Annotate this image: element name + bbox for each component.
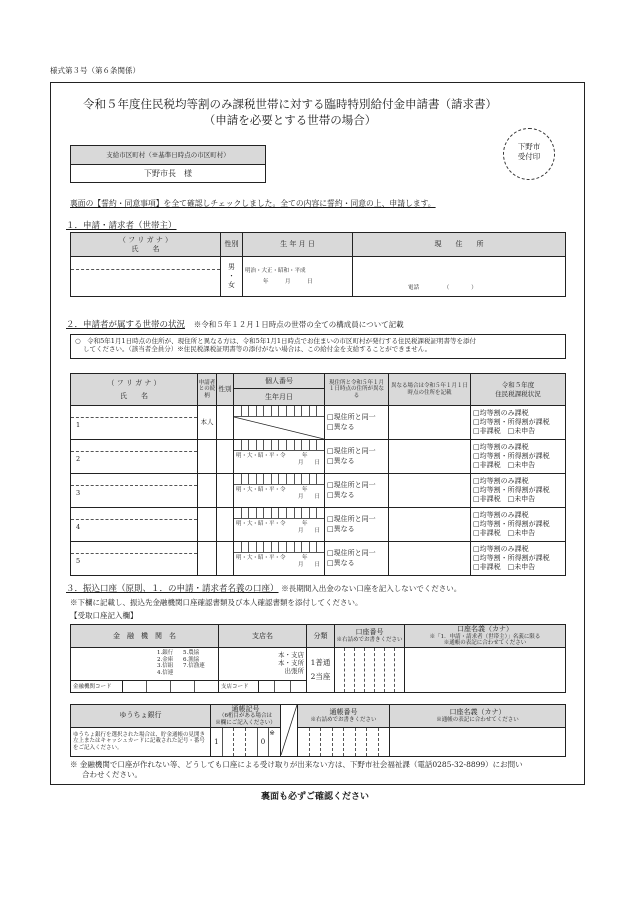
household-gender-header: 性別 xyxy=(217,374,234,406)
household-name-field[interactable]: 5 xyxy=(71,542,198,576)
applicant-dob-header: 生 年 月 日 xyxy=(243,233,353,257)
household-address-diff-field[interactable] xyxy=(389,542,471,576)
municipality-box xyxy=(70,145,266,183)
household-table xyxy=(70,373,566,576)
household-name-header: （ フ リ ガ ナ ） 氏 名 xyxy=(71,374,198,406)
household-relation-header: 申請者との続柄 xyxy=(198,374,217,406)
household-tax-field[interactable]: □均等割のみ課税 □均等割・所得割が課税 □非課税 □未申告 xyxy=(471,440,566,474)
household-mynumber-field[interactable]: 明・大・昭・平・令 年 月 日 xyxy=(234,508,325,542)
household-gender-field[interactable] xyxy=(217,508,234,542)
household-row xyxy=(71,508,566,542)
bank-table xyxy=(70,624,566,693)
reception-stamp xyxy=(503,128,555,180)
applicant-name-header: （ フ リ ガ ナ ） 氏 名 xyxy=(71,233,221,257)
yucho-table xyxy=(70,704,566,757)
household-row xyxy=(71,440,566,474)
account-holder-header: 口座名義（カナ） ※「1．申請・請求者（世帯主）」名義に限る ※通帳の表記に合わせてください xyxy=(405,625,566,648)
household-address-same-field[interactable]: □現住所と同一 □異なる xyxy=(325,542,389,576)
household-mynumber-field[interactable] xyxy=(234,406,325,440)
applicant-dob-field[interactable]: 明治・大正・昭和・平成 年 月 日 xyxy=(243,257,353,297)
household-relation-field: 本人 xyxy=(198,406,217,440)
branch-types: 本・支店 本・支所 出張所 xyxy=(278,650,304,676)
branch-name-header: 支店名 xyxy=(219,625,307,648)
account-entry-label: 【受取口座記入欄】 xyxy=(70,611,138,620)
household-relation-field[interactable] xyxy=(198,474,217,508)
stamp-line2: 受付印 xyxy=(517,151,541,161)
back-notice: 裏面も必ずご確認ください xyxy=(260,792,369,802)
household-gender-field[interactable] xyxy=(217,406,234,440)
account-holder-field[interactable] xyxy=(405,647,566,692)
footer-note: ※ 金融機関で口座が作れない等、どうしても口座による受け取りが出来ない方は、下野市社会福祉課（電話0285-32-8899）にお問い 合わせください。 xyxy=(70,760,523,779)
passbook-number-header: 通帳番号 ※右詰めでお書きください xyxy=(298,705,390,728)
page-subtitle: （申請を必要とする世帯の場合） xyxy=(203,113,377,127)
passbook-symbol-header: 通帳記号 （6桁目がある場合は ※欄にご記入ください） xyxy=(211,705,281,728)
bank-name-field[interactable] xyxy=(71,647,219,692)
household-mynumber-field[interactable]: 明・大・昭・平・令 年 月 日 xyxy=(234,474,325,508)
passbook-symbol-field[interactable]: 1 0 ※ xyxy=(211,727,281,756)
section3-heading: ３．振込口座（原則、１．の申請・請求者名義の口座） ※長期間入出金のない口座を記入しないでください。 xyxy=(66,584,462,594)
household-mynumber-field[interactable]: 明・大・昭・平・令 年 月 日 xyxy=(234,440,325,474)
applicant-address-header: 現 住 所 xyxy=(353,233,566,257)
applicant-name-field[interactable] xyxy=(71,257,221,297)
yucho-holder-header: 口座名義（カナ） ※通帳の表記に合わせてください xyxy=(390,705,566,728)
household-address-same-field[interactable]: □現住所と同一 □異なる xyxy=(325,474,389,508)
category-header: 分類 xyxy=(307,625,335,648)
household-tax-field[interactable]: □均等割のみ課税 □均等割・所得割が課税 □非課税 □未申告 xyxy=(471,474,566,508)
household-address-diff-field[interactable] xyxy=(389,508,471,542)
consent-text: 裏面の【誓約・同意事項】を全て確認しチェックしました。全ての内容に誓約・同意の上、申請します。 xyxy=(70,199,436,208)
household-address-same-field[interactable]: □現住所と同一 □異なる xyxy=(325,440,389,474)
section2-notice: ○ 令和5年1月1日時点の住所が、現住所と異なる方は、令和5年1月1日時点でお住まいの市区町村が発行する住民税課税証明書等を添付 してください。（該当者全員分）※住民税課税証明書等の添付がない場合は、この給付金を支給することができません。 xyxy=(70,334,566,359)
section2-heading: ２．申請者が属する世帯の状況 ※令和５年１２月１日時点の世帯の全ての構成員について記載 xyxy=(66,320,404,330)
household-name-field[interactable]: 1 xyxy=(71,406,198,440)
household-row xyxy=(71,406,566,440)
household-address-diff-field[interactable] xyxy=(389,474,471,508)
household-row xyxy=(71,474,566,508)
household-relation-field[interactable] xyxy=(198,440,217,474)
household-address-diff-field[interactable] xyxy=(389,440,471,474)
applicant-gender-header: 性別 xyxy=(221,233,243,257)
yucho-separator xyxy=(281,705,298,757)
diagonal-line-icon xyxy=(234,417,324,439)
household-name-field[interactable]: 3 xyxy=(71,474,198,508)
bank-code-row: 金融機関コード xyxy=(71,680,218,692)
branch-code-row: 支店コード xyxy=(219,680,306,692)
household-mynumber-header: 個人番号 生年月日 xyxy=(234,374,325,406)
branch-name-field[interactable] xyxy=(219,647,307,692)
passbook-number-field[interactable] xyxy=(298,727,390,756)
household-tax-field[interactable]: □均等割のみ課税 □均等割・所得割が課税 □非課税 □未申告 xyxy=(471,406,566,440)
household-address-diff-header: 異なる場合は令和５年１月１日時点の住所を記載 xyxy=(389,374,471,406)
household-address-same-field[interactable]: □現住所と同一 □異なる xyxy=(325,406,389,440)
household-gender-field[interactable] xyxy=(217,474,234,508)
household-name-field[interactable]: 2 xyxy=(71,440,198,474)
household-address-same-field[interactable]: □現住所と同一 □異なる xyxy=(325,508,389,542)
slash-icon xyxy=(281,705,297,755)
section1-heading: １．申請・請求者（世帯主） xyxy=(66,221,177,231)
municipality-value: 下野市長 様 xyxy=(144,169,192,178)
household-mynumber-field[interactable]: 明・大・昭・平・令 年 月 日 xyxy=(234,542,325,576)
municipality-label: 支給市区町村（※基準日時点の市区町村） xyxy=(71,146,265,165)
applicant-table xyxy=(70,232,566,297)
yucho-description: ゆうちょ銀行を選択された場合は、貯金通帳の見開き左上またはキャッシュカードに記載された記号・番号をご記入ください。 xyxy=(71,727,211,756)
household-address-same-header: 現住所と令和５年１月１日時点の住所が異なる xyxy=(325,374,389,406)
yucho-holder-field[interactable] xyxy=(390,727,566,756)
household-gender-field[interactable] xyxy=(217,440,234,474)
applicant-address-field[interactable]: 電話 （ ） xyxy=(353,257,566,297)
household-tax-header: 令和５年度 住民税課税状況 xyxy=(471,374,566,406)
applicant-gender-field[interactable]: 男 ・ 女 xyxy=(221,257,243,297)
stamp-line1: 下野市 xyxy=(517,142,541,151)
bank-name-header: 金 融 機 関 名 xyxy=(71,625,219,648)
household-relation-field[interactable] xyxy=(198,508,217,542)
household-gender-field[interactable] xyxy=(217,542,234,576)
household-row xyxy=(71,542,566,576)
household-address-diff-field[interactable] xyxy=(389,406,471,440)
household-tax-field[interactable]: □均等割のみ課税 □均等割・所得割が課税 □非課税 □未申告 xyxy=(471,508,566,542)
section3-note: ※下欄に記載し、振込先金融機関口座確認書類及び本人確認書類を添付してください。 xyxy=(70,598,363,607)
yucho-header: ゆうちょ銀行 xyxy=(71,705,211,728)
bank-types: 1.銀行 5.農協 2.金庫 6.漁協 3.信組 7.信漁連 4.信連 xyxy=(157,649,205,676)
account-number-field[interactable] xyxy=(335,647,405,692)
household-tax-field[interactable]: □均等割のみ課税 □均等割・所得割が課税 □非課税 □未申告 xyxy=(471,542,566,576)
category-field[interactable]: 1普通 2当座 xyxy=(307,647,335,692)
household-name-field[interactable]: 4 xyxy=(71,508,198,542)
page-title: 令和５年度住民税均等割のみ課税世帯に対する臨時特別給付金申請書（請求書） xyxy=(83,97,497,111)
form-number: 様式第３号（第６条関係） xyxy=(50,66,140,75)
account-number-header: 口座番号 ※右詰めでお書きください xyxy=(335,625,405,648)
household-relation-field[interactable] xyxy=(198,542,217,576)
